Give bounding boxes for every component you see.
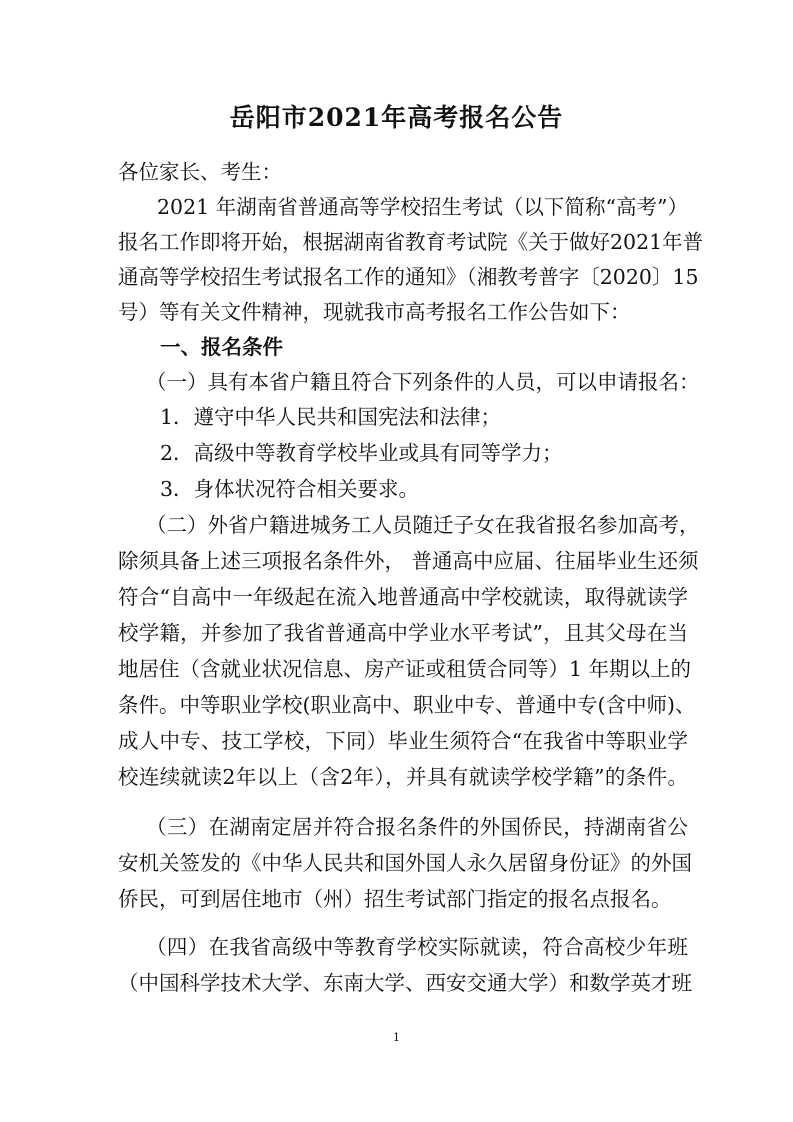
paragraph-line: 校学籍，并参加了我省普通高中学业水平考试”，且其父母在当 bbox=[118, 621, 688, 645]
intro-line: 号）等有关文件精神，现就我市高考报名工作公告如下： bbox=[118, 300, 631, 324]
paragraph-line: 侨民，可到居住地市（州）招生考试部门指定的报名点报名。 bbox=[118, 887, 672, 911]
intro-line: 2021 年湖南省普通高等学校招生考试（以下简称“高考”） bbox=[157, 195, 688, 219]
paragraph-line: （二）外省户籍进城务工人员随迁子女在我省报名参加高考， bbox=[146, 513, 700, 537]
paragraph-line: 符合“自高中一年级起在流入地普通高中学校就读，取得就读学 bbox=[118, 585, 688, 609]
paragraph-line: 除须具备上述三项报名条件外， 普通高中应届、往届毕业生还须 bbox=[118, 549, 699, 573]
condition-item: 2．高级中等教育学校毕业或具有同等学力； bbox=[160, 441, 563, 465]
paragraph-line: （三）在湖南定居并符合报名条件的外国侨民，持湖南省公 bbox=[146, 815, 688, 839]
paragraph-line: 成人中专、技工学校，下同）毕业生须符合“在我省中等职业学 bbox=[118, 729, 688, 753]
paragraph-line: （中国科学技术大学、东南大学、西安交通大学）和数学英才班 bbox=[118, 971, 692, 995]
intro-line: 报名工作即将开始，根据湖南省教育考试院《关于做好2021年普 bbox=[118, 230, 704, 254]
paragraph-line: 条件。中等职业学校(职业高中、职业中专、普通中专(含中师)、 bbox=[118, 693, 696, 717]
intro-line: 通高等学校招生考试报名工作的通知》（湘教考普字〔2020〕15 bbox=[118, 265, 699, 289]
condition-item: 1．遵守中华人民共和国宪法和法律； bbox=[160, 405, 502, 429]
paragraph-line: （一）具有本省户籍且符合下列条件的人员，可以申请报名： bbox=[146, 370, 700, 394]
salutation: 各位家长、考生： bbox=[118, 160, 282, 184]
paragraph-line: 安机关签发的《中华人民共和国外国人永久居留身份证》的外国 bbox=[118, 851, 692, 875]
paragraph-line: 地居住（含就业状况信息、房产证或租赁合同等）1 年期以上的 bbox=[118, 657, 692, 681]
page-number: 1 bbox=[393, 1031, 400, 1044]
section-heading: 一、报名条件 bbox=[160, 335, 283, 359]
paragraph-line: （四）在我省高级中等教育学校实际就读，符合高校少年班 bbox=[146, 935, 688, 959]
paragraph-line: 校连续就读2年以上（含2年），并具有就读学校学籍”的条件。 bbox=[118, 765, 688, 789]
document-title: 岳阳市2021年高考报名公告 bbox=[229, 103, 564, 132]
condition-item: 3．身体状况符合相关要求。 bbox=[160, 477, 420, 501]
